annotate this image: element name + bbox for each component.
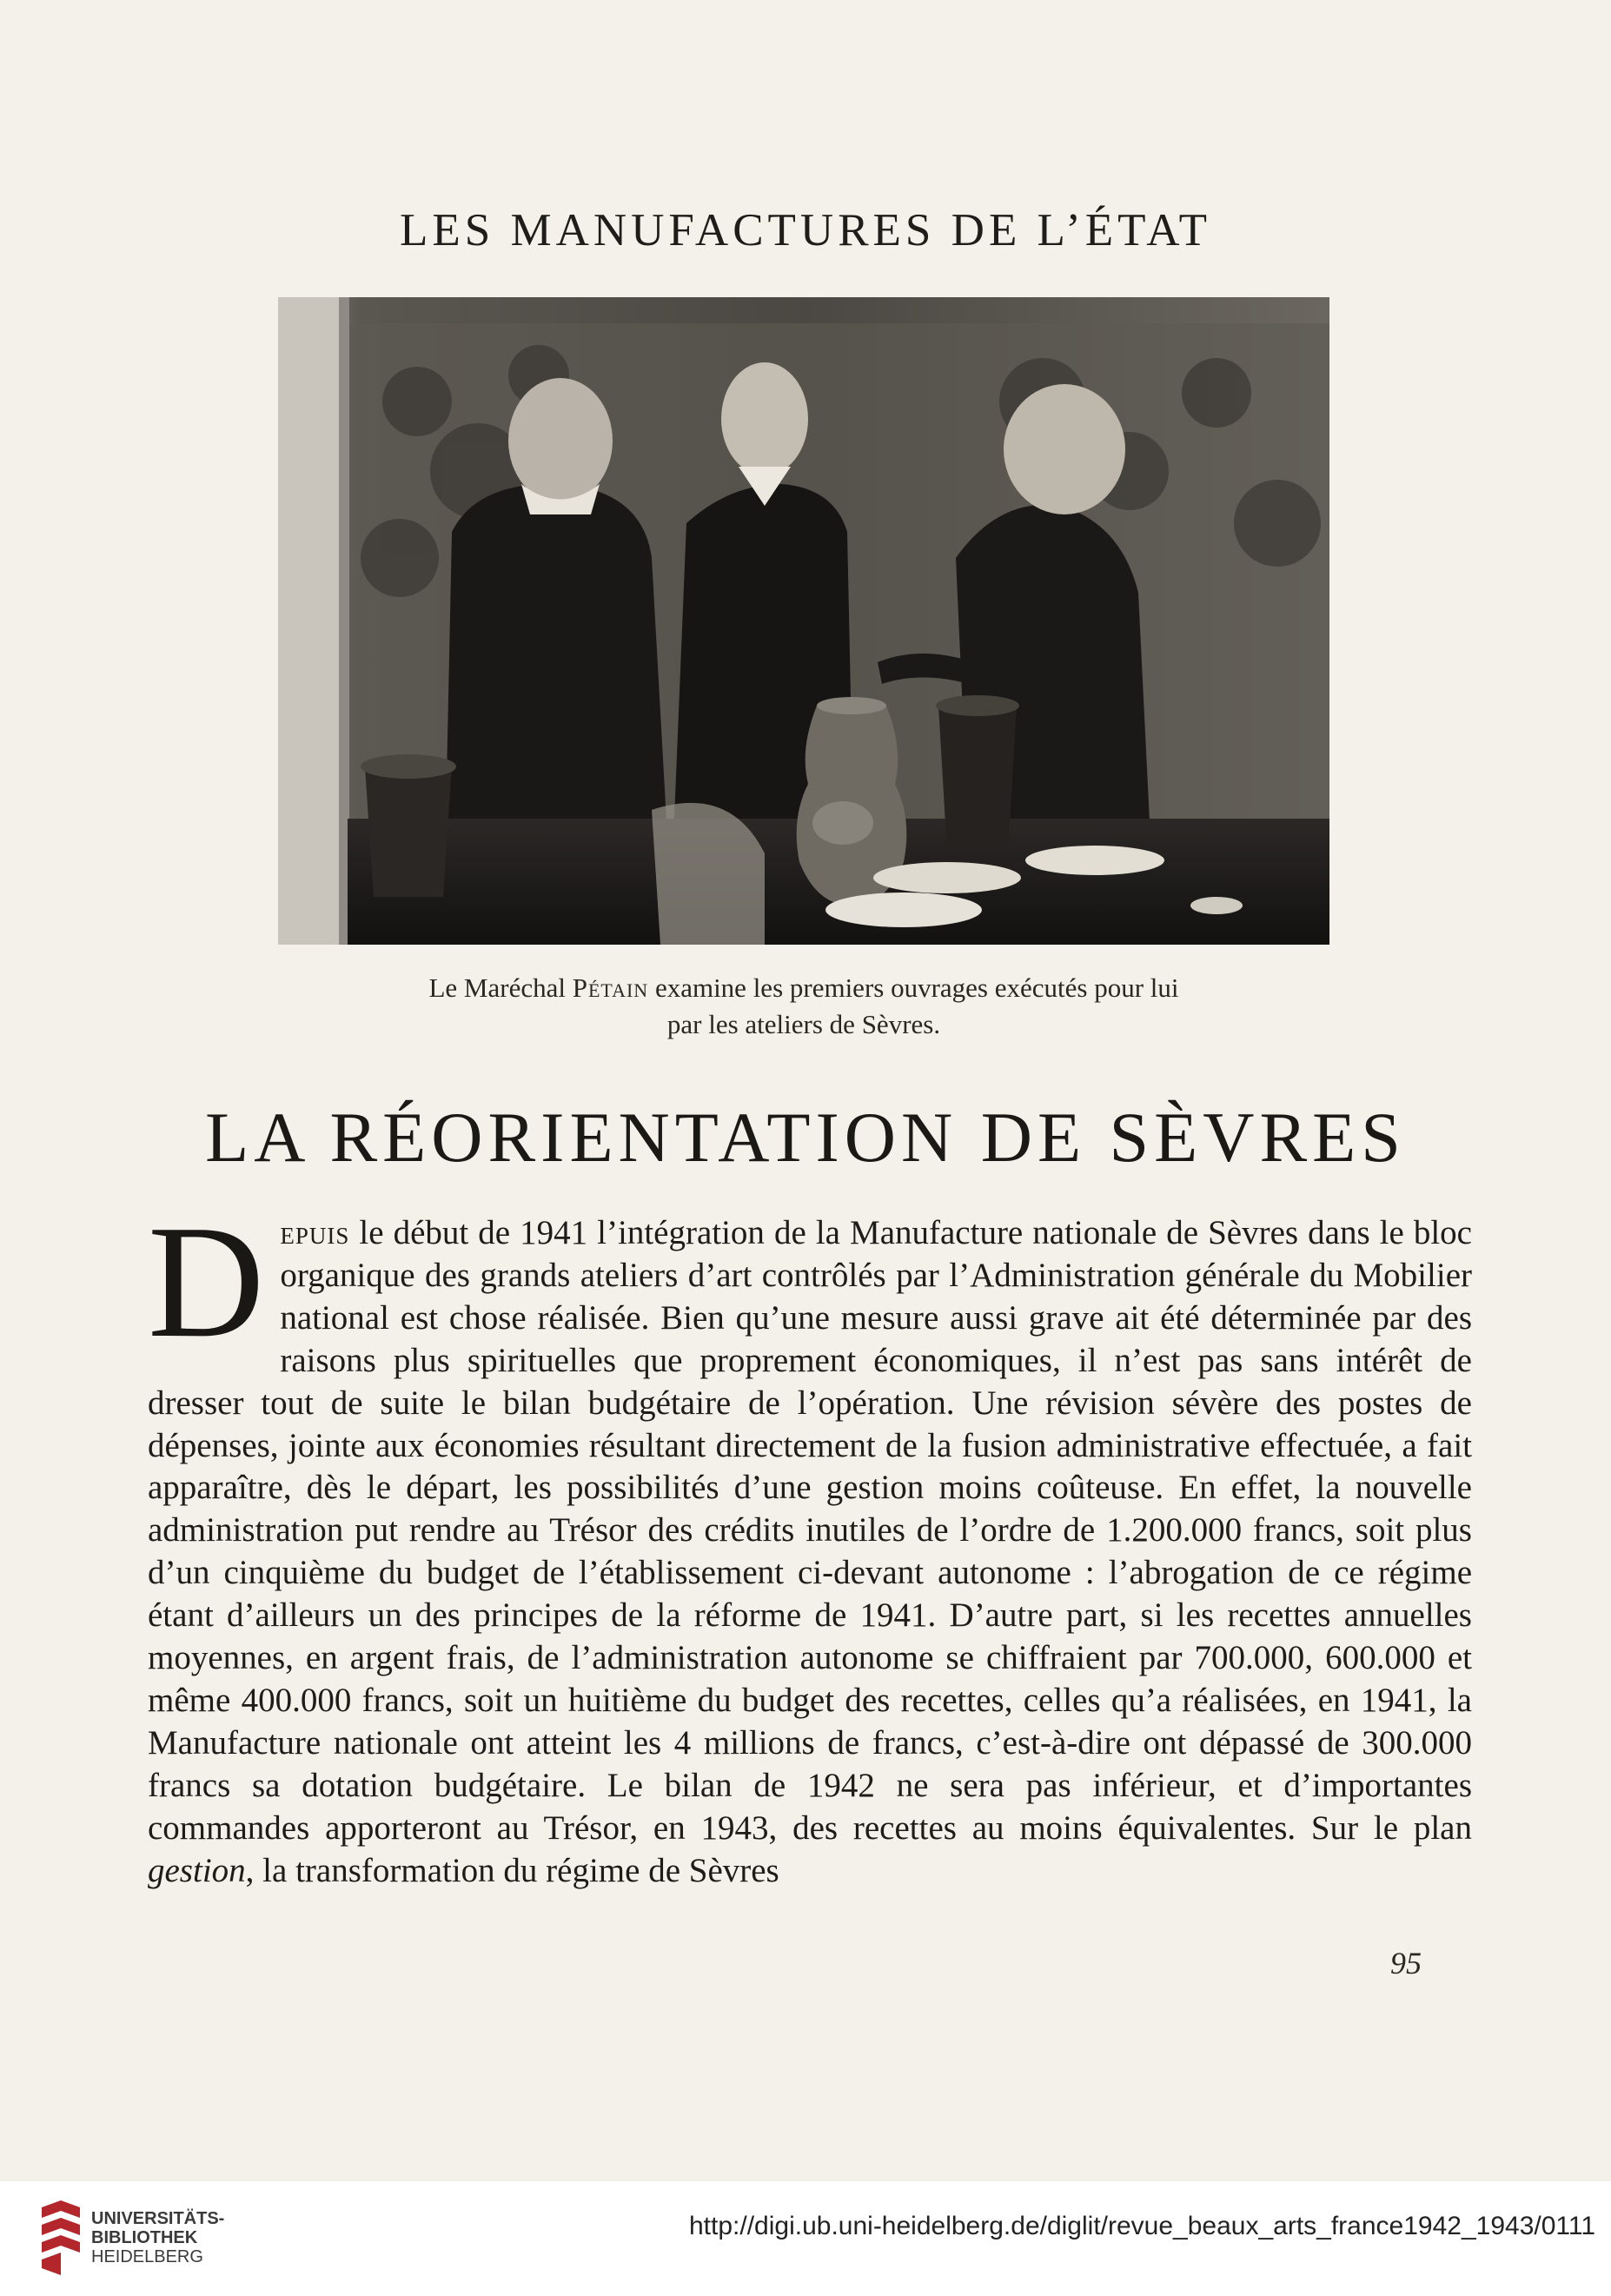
body-text-part-2: , la transformation du régime de Sèvres — [245, 1851, 779, 1889]
source-url-link[interactable]: http://digi.ub.uni-heidelberg.de/diglit/revue_beaux_arts_france1942_1943/0111 — [689, 2212, 1595, 2240]
body-text-part-1: le début de 1941 l’intégration de la Manufacture nationale de Sèvres dans le bloc organique des grands ateliers d’art contrôlés par l’Administration générale du Mobilier national est chose réalisée. Bien qu’une mesure aussi grave ait été déterminée par des raisons plus spirituelles que proprement économiques, il n’est pas sans intérêt de dresser tout de suite le bilan budgétaire de l’opération. Une révision sévère des postes de dépenses, jointe aux économies résultant directement de la fusion administrative effectuée, a fait apparaître, dès le départ, les possibilités d’une gestion moins coûteuse. En effet, la nouvelle administration put rendre au Trésor des crédits inutiles de l’ordre de 1.200.000 francs, soit plus d’un cinquième du budget de l’établissement ci-devant autonome : l’abrogation de ce régime étant d’ailleurs un des principes de la réforme de 1941. D’autre part, si les recettes annuelles moyennes, en argent frais, de l’administration autonome se chiffraient par 700.000, 600.000 et même 400.000 francs, soit un huitième du budget des recettes, celles qu’a réalisées, en 1941, la Manufacture nationale ont atteint les 4 millions de francs, c’est-à-dire ont dépassé de 300.000 francs sa dotation budgétaire. Le bilan de 1942 ne sera pas inférieur, et d’importantes commandes apporteront au Trésor, en 1943, des recettes au moins équivalentes. Sur le plan — [148, 1214, 1472, 1847]
caption-text: Le Maréchal — [428, 972, 573, 1003]
article-title: LA RÉORIENTATION DE SÈVRES — [205, 1098, 1406, 1177]
page-number: 95 — [1390, 1946, 1422, 1981]
caption-name: Pétain — [572, 972, 649, 1003]
library-name-line: HEIDELBERG — [91, 2247, 203, 2266]
drop-cap: D — [148, 1192, 265, 1371]
photo-illustration — [278, 297, 1329, 945]
photo-caption — [278, 970, 1329, 1043]
library-name-line: BIBLIOTHEK — [91, 2228, 198, 2247]
library-name-line: UNIVERSITÄTS- — [91, 2209, 225, 2228]
body-italic: gestion — [148, 1851, 246, 1889]
caption-line-1 — [278, 970, 1329, 1006]
caption-text: examine les premiers ouvrages exécutés pour lui — [648, 972, 1179, 1003]
article-body — [148, 1192, 1472, 1893]
library-name — [91, 2209, 224, 2266]
caption-line-2: par les ateliers de Sèvres. — [666, 1009, 941, 1039]
footer-bar — [0, 2181, 1611, 2296]
lead-smallcaps: epuis — [280, 1214, 350, 1251]
section-title: LES MANUFACTURES DE L’ÉTAT — [399, 205, 1212, 255]
photograph — [278, 297, 1329, 945]
library-logo-icon — [35, 2199, 87, 2277]
